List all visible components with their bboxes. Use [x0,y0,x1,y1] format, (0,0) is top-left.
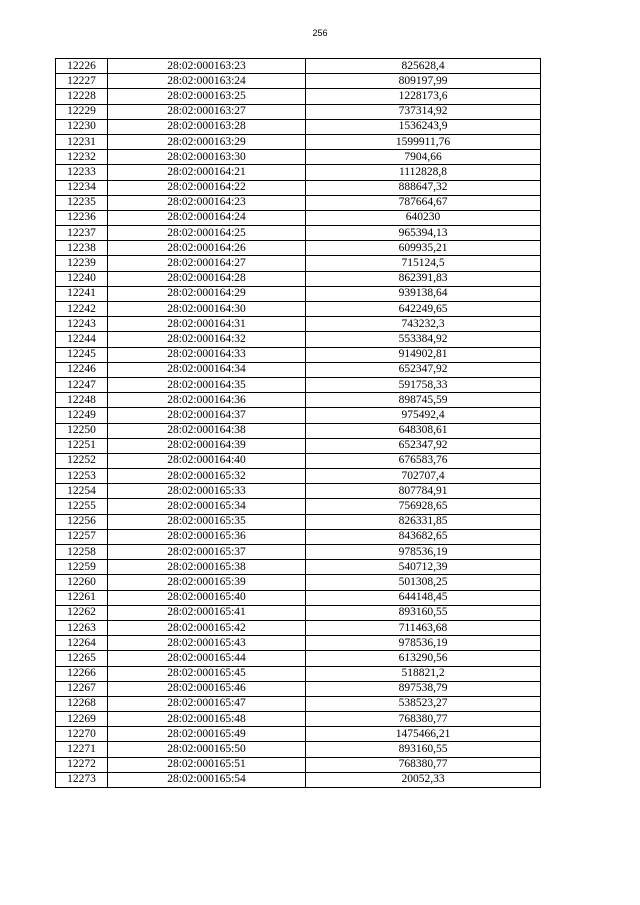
table-row [56,362,541,377]
cadastral-value-cell: 711463,68 [306,620,541,635]
cadastral-number-cell: 28:02:000165:41 [108,605,306,620]
cadastral-value-cell: 1536243,9 [306,119,541,134]
table-row [56,514,541,529]
cadastral-value-cell: 652347,92 [306,362,541,377]
table-body [56,59,541,788]
table-row [56,302,541,317]
row-number-cell: 12248 [56,393,108,408]
row-number-cell: 12265 [56,651,108,666]
cadastral-value-cell: 826331,85 [306,514,541,529]
cadastral-value-cell: 975492,4 [306,408,541,423]
table-row [56,195,541,210]
row-number-cell: 12259 [56,560,108,575]
row-number-cell: 12260 [56,575,108,590]
cadastral-value-cell: 20052,33 [306,772,541,787]
cadastral-number-cell: 28:02:000165:46 [108,681,306,696]
cadastral-number-cell: 28:02:000164:31 [108,317,306,332]
cadastral-number-cell: 28:02:000164:33 [108,347,306,362]
table-row [56,134,541,149]
table-row [56,180,541,195]
row-number-cell: 12255 [56,499,108,514]
row-number-cell: 12273 [56,772,108,787]
cadastral-value-cell: 702707,4 [306,469,541,484]
row-number-cell: 12238 [56,241,108,256]
cadastral-number-cell: 28:02:000164:39 [108,438,306,453]
cadastral-value-cell: 893160,55 [306,605,541,620]
cadastral-number-cell: 28:02:000163:24 [108,74,306,89]
table-row [56,681,541,696]
cadastral-value-cell: 553384,92 [306,332,541,347]
cadastral-value-cell: 978536,19 [306,636,541,651]
cadastral-number-cell: 28:02:000164:26 [108,241,306,256]
row-number-cell: 12263 [56,620,108,635]
cadastral-value-cell: 538523,27 [306,696,541,711]
cadastral-number-cell: 28:02:000164:23 [108,195,306,210]
page-number: 256 [312,28,328,38]
table-row [56,757,541,772]
cadastral-number-cell: 28:02:000164:27 [108,256,306,271]
cadastral-value-cell: 843682,65 [306,529,541,544]
cadastral-value-cell: 501308,25 [306,575,541,590]
cadastral-value-cell: 715124,5 [306,256,541,271]
cadastral-number-cell: 28:02:000165:39 [108,575,306,590]
row-number-cell: 12257 [56,529,108,544]
table-row [56,651,541,666]
cadastral-value-cell: 768380,77 [306,712,541,727]
table-row [56,772,541,787]
table-row [56,226,541,241]
cadastral-value-cell: 1599911,76 [306,134,541,149]
cadastral-number-cell: 28:02:000163:25 [108,89,306,104]
cadastral-number-cell: 28:02:000165:44 [108,651,306,666]
cadastral-number-cell: 28:02:000164:22 [108,180,306,195]
table-row [56,605,541,620]
cadastral-number-cell: 28:02:000164:28 [108,271,306,286]
cadastral-number-cell: 28:02:000165:34 [108,499,306,514]
table-row [56,742,541,757]
cadastral-number-cell: 28:02:000165:37 [108,545,306,560]
table-row [56,727,541,742]
cadastral-value-cell: 809197,99 [306,74,541,89]
table-row [56,712,541,727]
cadastral-value-cell: 768380,77 [306,757,541,772]
cadastral-value-cell: 648308,61 [306,423,541,438]
row-number-cell: 12246 [56,362,108,377]
row-number-cell: 12240 [56,271,108,286]
cadastral-number-cell: 28:02:000165:47 [108,696,306,711]
row-number-cell: 12266 [56,666,108,681]
cadastral-number-cell: 28:02:000165:45 [108,666,306,681]
cadastral-number-cell: 28:02:000163:28 [108,119,306,134]
row-number-cell: 12229 [56,104,108,119]
table-row [56,529,541,544]
table-row [56,271,541,286]
cadastral-value-cell: 1475466,21 [306,727,541,742]
table-row [56,636,541,651]
table-row [56,332,541,347]
table-row [56,165,541,180]
row-number-cell: 12262 [56,605,108,620]
cadastral-number-cell: 28:02:000165:49 [108,727,306,742]
row-number-cell: 12251 [56,438,108,453]
cadastral-value-cell: 591758,33 [306,377,541,392]
cadastral-number-cell: 28:02:000164:25 [108,226,306,241]
cadastral-value-cell: 897538,79 [306,681,541,696]
table-row [56,241,541,256]
cadastral-number-cell: 28:02:000165:38 [108,560,306,575]
row-number-cell: 12258 [56,545,108,560]
cadastral-value-cell: 518821,2 [306,666,541,681]
table-row [56,256,541,271]
cadastral-number-cell: 28:02:000163:29 [108,134,306,149]
row-number-cell: 12243 [56,317,108,332]
cadastral-value-table [55,58,541,788]
cadastral-number-cell: 28:02:000163:23 [108,59,306,74]
cadastral-value-cell: 743232,3 [306,317,541,332]
cadastral-number-cell: 28:02:000165:51 [108,757,306,772]
cadastral-value-cell: 7904,66 [306,150,541,165]
table-row [56,393,541,408]
table-row [56,484,541,499]
cadastral-value-cell: 642249,65 [306,302,541,317]
cadastral-number-cell: 28:02:000164:21 [108,165,306,180]
cadastral-value-cell: 893160,55 [306,742,541,757]
row-number-cell: 12250 [56,423,108,438]
cadastral-number-cell: 28:02:000164:36 [108,393,306,408]
row-number-cell: 12226 [56,59,108,74]
table-row [56,104,541,119]
table-row [56,150,541,165]
cadastral-value-cell: 640230 [306,210,541,225]
row-number-cell: 12269 [56,712,108,727]
cadastral-number-cell: 28:02:000164:40 [108,453,306,468]
row-number-cell: 12239 [56,256,108,271]
cadastral-number-cell: 28:02:000165:33 [108,484,306,499]
row-number-cell: 12235 [56,195,108,210]
row-number-cell: 12241 [56,286,108,301]
cadastral-number-cell: 28:02:000164:30 [108,302,306,317]
cadastral-number-cell: 28:02:000164:34 [108,362,306,377]
table-row [56,347,541,362]
row-number-cell: 12232 [56,150,108,165]
cadastral-value-cell: 737314,92 [306,104,541,119]
table-row [56,696,541,711]
cadastral-value-cell: 756928,65 [306,499,541,514]
table-row [56,74,541,89]
cadastral-number-cell: 28:02:000165:43 [108,636,306,651]
cadastral-value-cell: 652347,92 [306,438,541,453]
row-number-cell: 12268 [56,696,108,711]
cadastral-number-cell: 28:02:000165:35 [108,514,306,529]
table-row [56,59,541,74]
cadastral-value-cell: 540712,39 [306,560,541,575]
cadastral-number-cell: 28:02:000165:54 [108,772,306,787]
row-number-cell: 12249 [56,408,108,423]
row-number-cell: 12252 [56,453,108,468]
row-number-cell: 12254 [56,484,108,499]
cadastral-value-cell: 644148,45 [306,590,541,605]
row-number-cell: 12261 [56,590,108,605]
table-row [56,210,541,225]
table-row [56,575,541,590]
cadastral-value-cell: 807784,91 [306,484,541,499]
cadastral-number-cell: 28:02:000165:48 [108,712,306,727]
table-row [56,119,541,134]
table-row [56,408,541,423]
cadastral-number-cell: 28:02:000165:50 [108,742,306,757]
row-number-cell: 12233 [56,165,108,180]
table-row [56,438,541,453]
table-row [56,560,541,575]
row-number-cell: 12237 [56,226,108,241]
cadastral-number-cell: 28:02:000164:32 [108,332,306,347]
row-number-cell: 12270 [56,727,108,742]
row-number-cell: 12272 [56,757,108,772]
cadastral-value-cell: 676583,76 [306,453,541,468]
cadastral-value-cell: 609935,21 [306,241,541,256]
cadastral-number-cell: 28:02:000165:32 [108,469,306,484]
row-number-cell: 12247 [56,377,108,392]
table-row [56,499,541,514]
row-number-cell: 12234 [56,180,108,195]
cadastral-number-cell: 28:02:000164:37 [108,408,306,423]
cadastral-number-cell: 28:02:000165:40 [108,590,306,605]
row-number-cell: 12236 [56,210,108,225]
row-number-cell: 12230 [56,119,108,134]
table-row [56,89,541,104]
row-number-cell: 12253 [56,469,108,484]
table-row [56,545,541,560]
cadastral-value-cell: 862391,83 [306,271,541,286]
row-number-cell: 12244 [56,332,108,347]
table-row [56,666,541,681]
cadastral-number-cell: 28:02:000163:30 [108,150,306,165]
table-row [56,590,541,605]
cadastral-value-cell: 888647,32 [306,180,541,195]
row-number-cell: 12267 [56,681,108,696]
cadastral-value-cell: 978536,19 [306,545,541,560]
cadastral-value-cell: 939138,64 [306,286,541,301]
row-number-cell: 12227 [56,74,108,89]
cadastral-number-cell: 28:02:000165:36 [108,529,306,544]
row-number-cell: 12242 [56,302,108,317]
row-number-cell: 12228 [56,89,108,104]
row-number-cell: 12245 [56,347,108,362]
cadastral-number-cell: 28:02:000164:24 [108,210,306,225]
cadastral-value-cell: 825628,4 [306,59,541,74]
cadastral-number-cell: 28:02:000164:38 [108,423,306,438]
table-row [56,317,541,332]
row-number-cell: 12256 [56,514,108,529]
cadastral-number-cell: 28:02:000163:27 [108,104,306,119]
table-row [56,286,541,301]
cadastral-value-cell: 1112828,8 [306,165,541,180]
cadastral-value-cell: 613290,56 [306,651,541,666]
cadastral-number-cell: 28:02:000164:35 [108,377,306,392]
cadastral-value-cell: 965394,13 [306,226,541,241]
cadastral-value-cell: 914902,81 [306,347,541,362]
table-row [56,423,541,438]
table-row [56,620,541,635]
cadastral-number-cell: 28:02:000164:29 [108,286,306,301]
table-row [56,469,541,484]
row-number-cell: 12231 [56,134,108,149]
table-row [56,377,541,392]
cadastral-value-cell: 787664,67 [306,195,541,210]
row-number-cell: 12264 [56,636,108,651]
cadastral-value-cell: 898745,59 [306,393,541,408]
cadastral-number-cell: 28:02:000165:42 [108,620,306,635]
cadastral-value-cell: 1228173,6 [306,89,541,104]
row-number-cell: 12271 [56,742,108,757]
table-row [56,453,541,468]
